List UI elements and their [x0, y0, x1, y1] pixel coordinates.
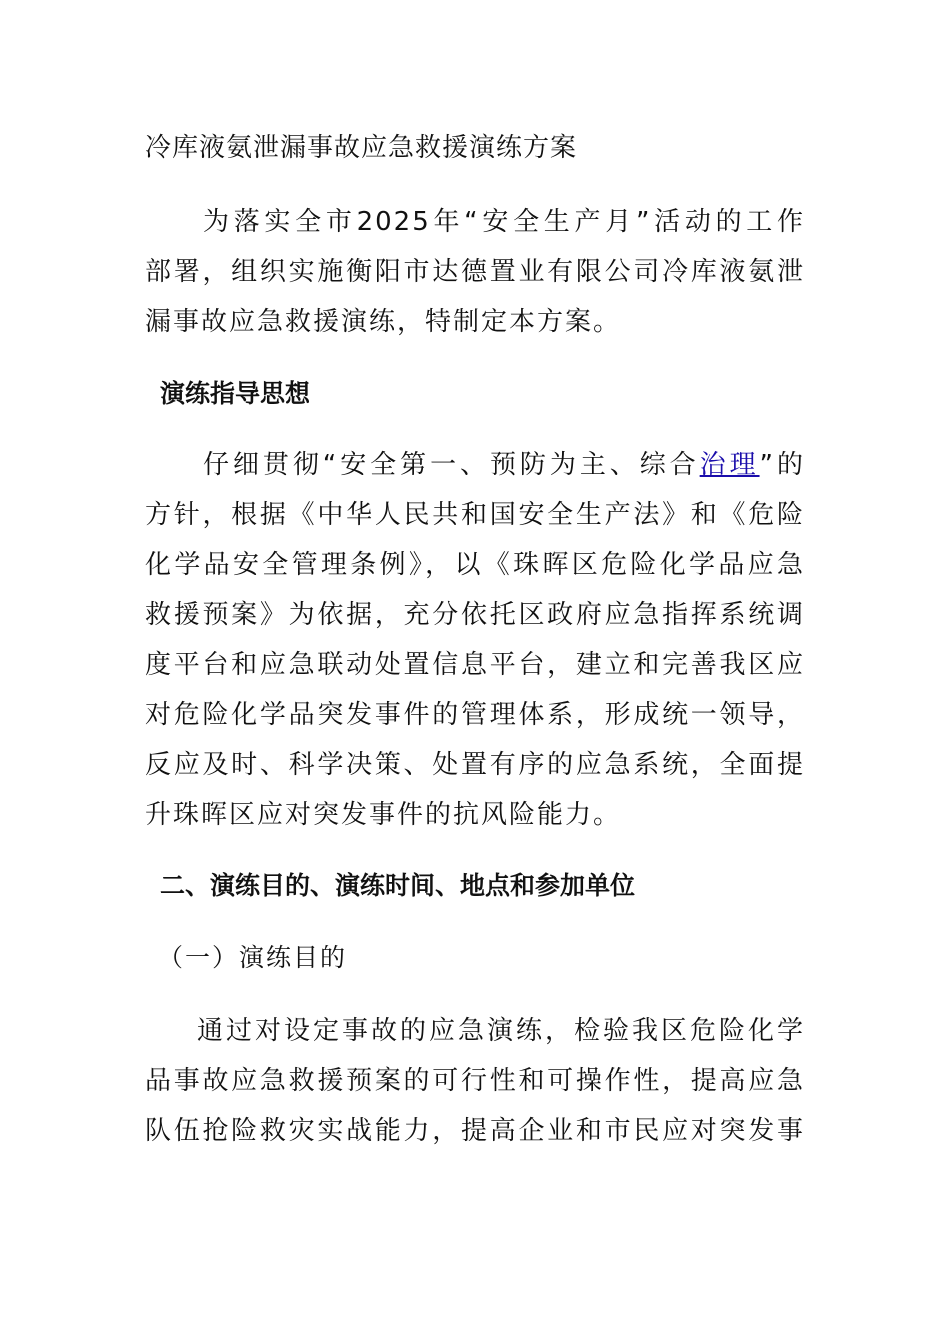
- paragraph-text: 仔细贯彻“安全第一、预防为主、综合: [203, 450, 700, 480]
- paragraph-line: 化学品安全管理条例》，以《珠晖区危险化学品应急: [145, 550, 805, 580]
- subsection-heading-purpose: （一）演练目的: [158, 943, 348, 972]
- paragraph-line: 反应及时、科学决策、处置有序的应急系统，全面提: [145, 750, 805, 780]
- governance-link[interactable]: 治理: [699, 450, 760, 480]
- guiding-ideology-paragraph: [145, 440, 805, 840]
- paragraph-line: 品事故应急救援预案的可行性和可操作性，提高应急: [145, 1066, 805, 1096]
- section-heading-purpose-time-place: 二、演练目的、演练时间、地点和参加单位: [160, 871, 636, 900]
- document-title: 冷库液氨泄漏事故应急救援演练方案: [145, 133, 578, 163]
- purpose-paragraph: [145, 1006, 805, 1156]
- paragraph-line: 为落实全市2025年“安全生产月”活动的工作: [203, 207, 805, 237]
- paragraph-line: 救援预案》为依据，充分依托区政府应急指挥系统调: [145, 600, 805, 630]
- paragraph-line: [145, 440, 805, 490]
- paragraph-line: 队伍抢险救灾实战能力，提高企业和市民应对突发事: [145, 1116, 805, 1146]
- paragraph-line: 通过对设定事故的应急演练，检验我区危险化学: [197, 1016, 805, 1046]
- paragraph-line: 部署，组织实施衡阳市达德置业有限公司冷库液氨泄: [145, 257, 805, 287]
- section-heading-guiding-ideology: 演练指导思想: [160, 379, 311, 408]
- paragraph-line: 度平台和应急联动处置信息平台，建立和完善我区应: [145, 650, 805, 680]
- paragraph-line: 漏事故应急救援演练，特制定本方案。: [145, 307, 622, 337]
- paragraph-line: 升珠晖区应对突发事件的抗风险能力。: [145, 800, 622, 830]
- paragraph-line: 对危险化学品突发事件的管理体系，形成统一领导，: [145, 700, 805, 730]
- intro-paragraph: [145, 197, 805, 347]
- paragraph-text: ”的: [759, 450, 805, 480]
- paragraph-line: 方针，根据《中华人民共和国安全生产法》和《危险: [145, 500, 805, 530]
